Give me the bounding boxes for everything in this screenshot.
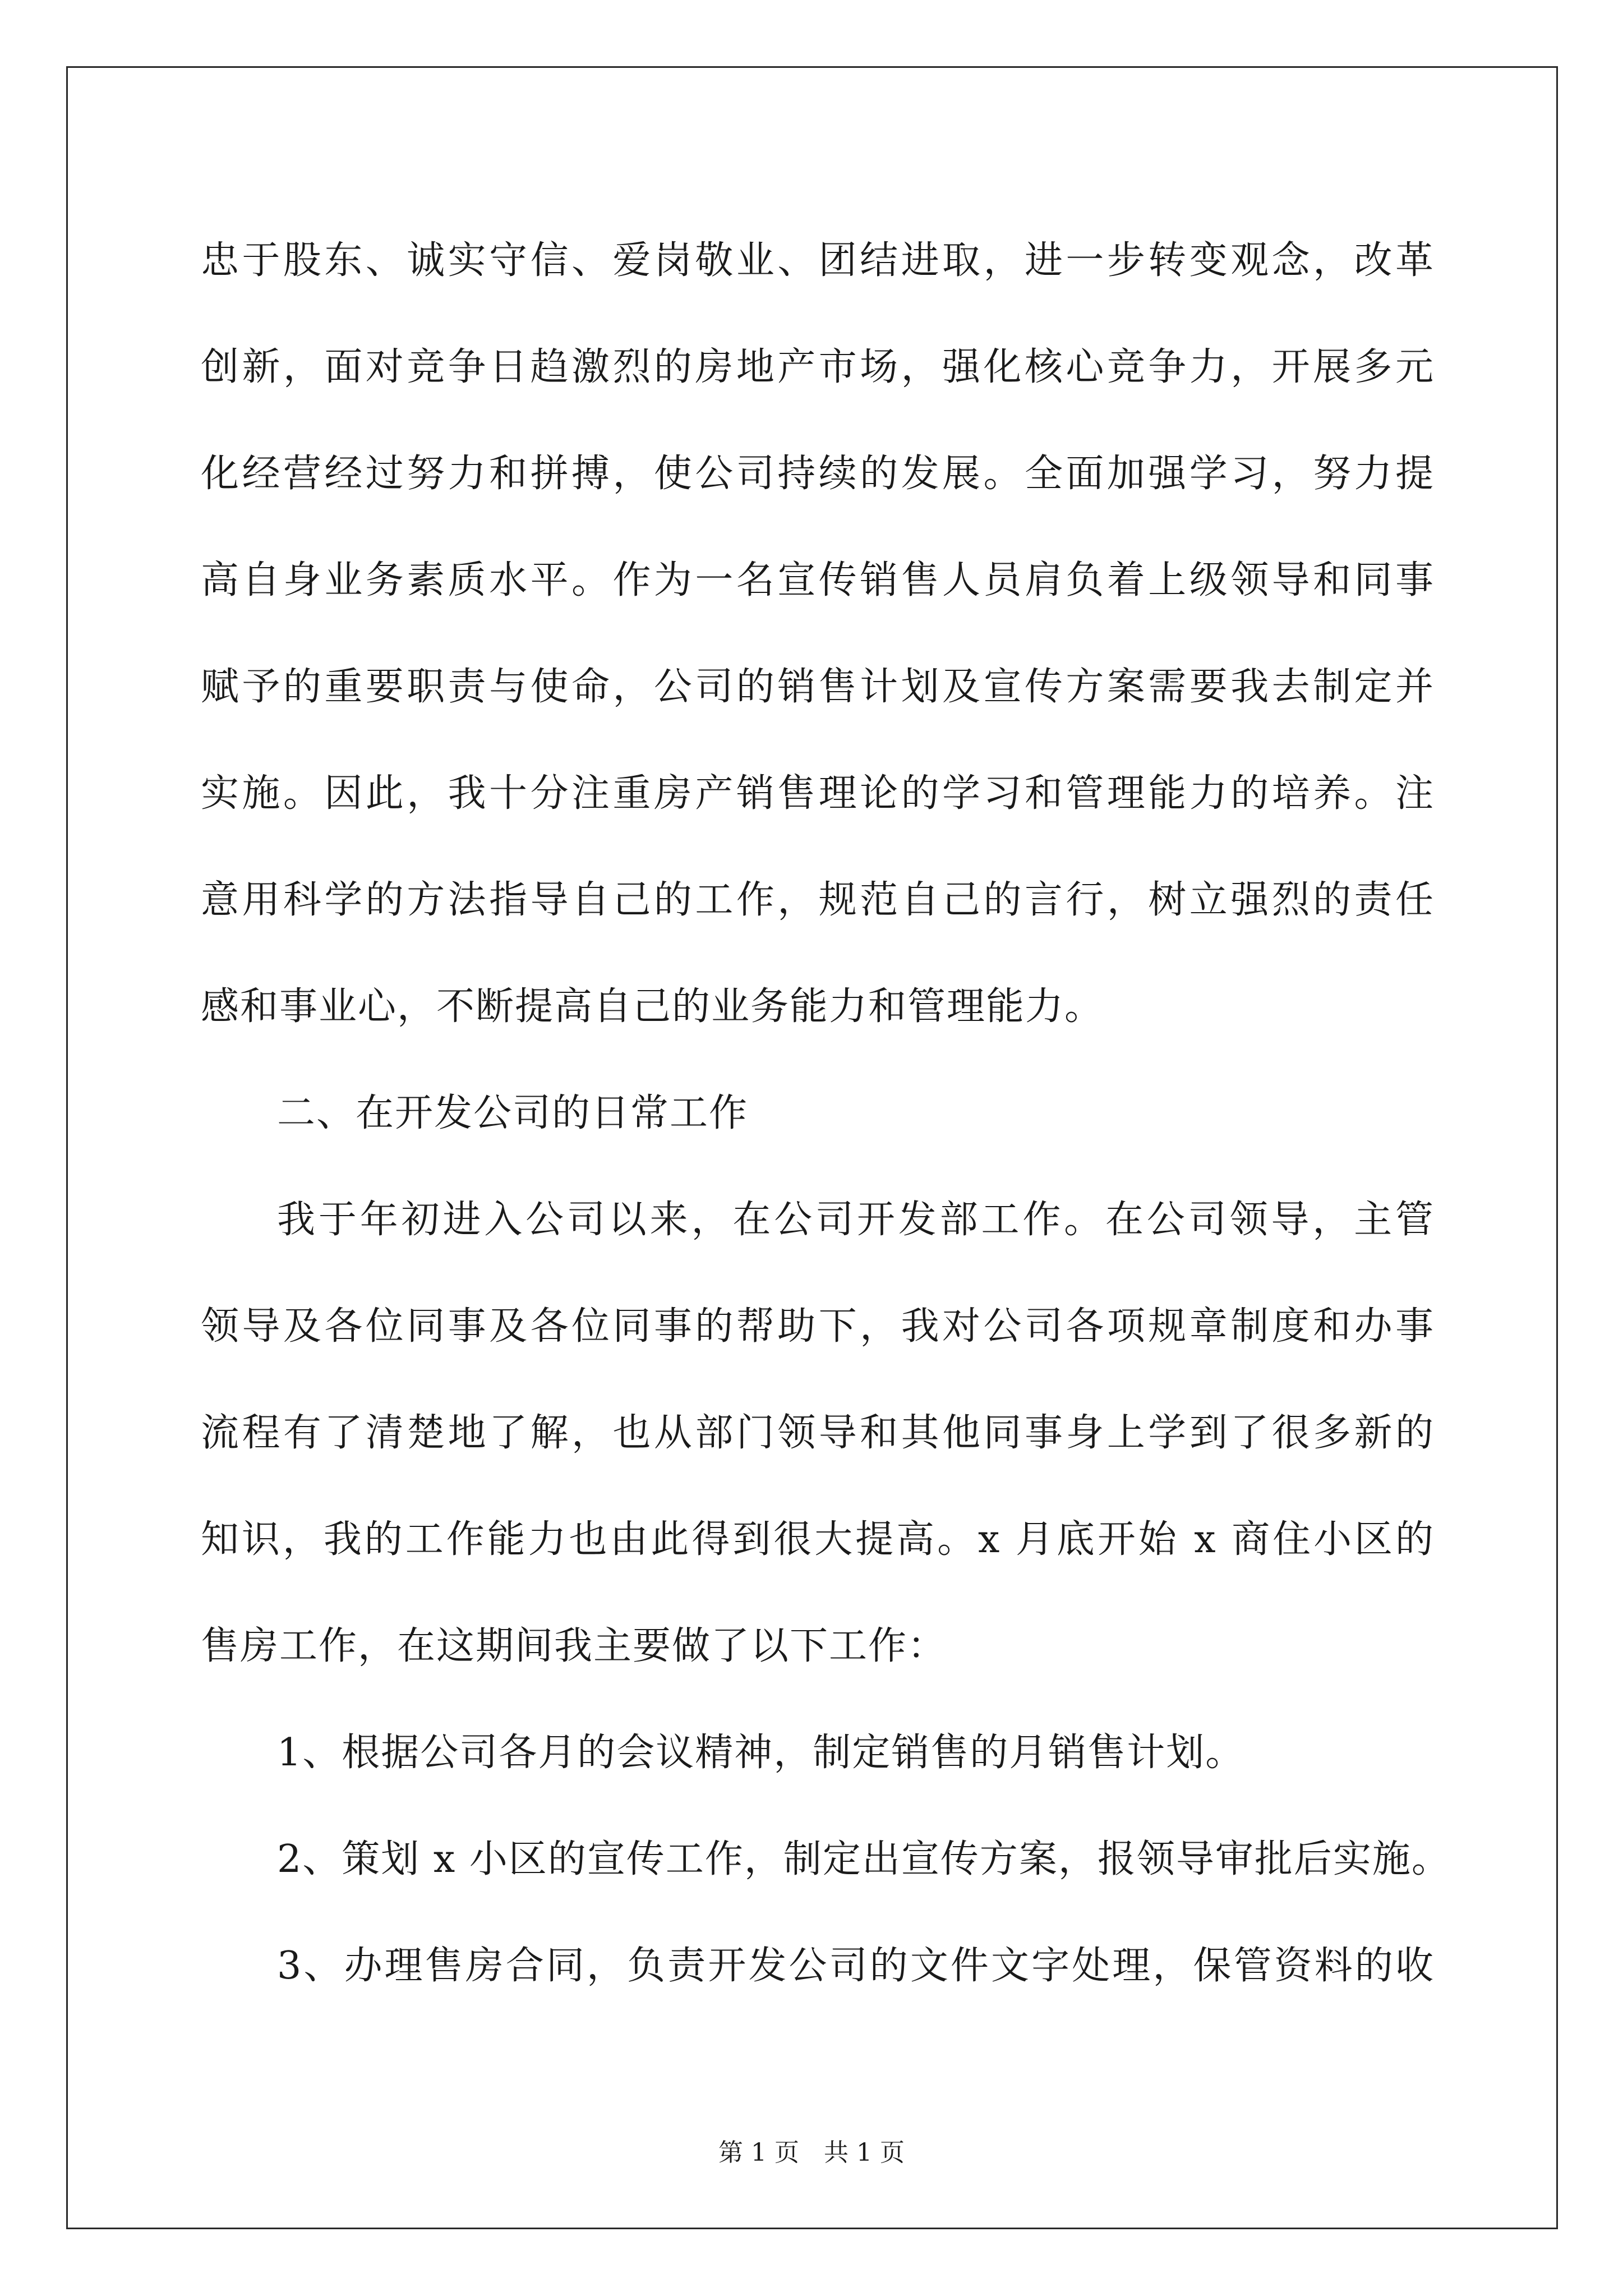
text-line: 赋予的重要职责与使命，公司的销售计划及宣传方案需要我去制定并: [201, 665, 1435, 709]
page-count: 共 1 页: [824, 2138, 905, 2167]
text-line: 化经营经过努力和拼搏，使公司持续的发展。全面加强学习，努力提: [201, 452, 1435, 496]
text-line: 创新，面对竞争日趋激烈的房地产市场，强化核心竞争力，开展多元: [201, 345, 1435, 389]
text-line: 售房工作，在这期间我主要做了以下工作：: [201, 1624, 947, 1668]
document-body: [201, 208, 1451, 2019]
list-item: 1、根据公司各月的会议精神，制定销售的月销售计划。: [277, 1731, 1245, 1775]
text-line: 忠于股东、诚实守信、爱岗敬业、团结进取，进一步转变观念，改革: [201, 238, 1435, 283]
section-heading: 二、在开发公司的日常工作: [277, 1091, 749, 1135]
text-line: 领导及各位同事及各位同事的帮助下，我对公司各项规章制度和办事: [201, 1304, 1435, 1349]
text-line: 流程有了清楚地了解，也从部门领导和其他同事身上学到了很多新的: [201, 1411, 1435, 1455]
page-footer: [0, 2136, 1623, 2170]
text-line: 知识，我的工作能力也由此得到很大提高。x 月底开始 x 商住小区的: [201, 1517, 1435, 1562]
list-item: 2、策划 x 小区的宣传工作，制定出宣传方案，报领导审批后实施。: [277, 1837, 1451, 1881]
page-number: 第 1 页: [718, 2138, 799, 2167]
text-line: 意用科学的方法指导自己的工作，规范自己的言行，树立强烈的责任: [201, 878, 1435, 922]
text-line: 实施。因此，我十分注重房产销售理论的学习和管理能力的培养。注: [201, 771, 1435, 816]
text-line: 感和事业心，不断提高自己的业务能力和管理能力。: [201, 984, 1104, 1029]
text-line: 我于年初进入公司以来，在公司开发部工作。在公司领导，主管: [277, 1198, 1435, 1242]
text-line: 高自身业务素质水平。作为一名宣传销售人员肩负着上级领导和同事: [201, 558, 1435, 602]
list-item: 3、办理售房合同，负责开发公司的文件文字处理，保管资料的收: [277, 1944, 1435, 1988]
